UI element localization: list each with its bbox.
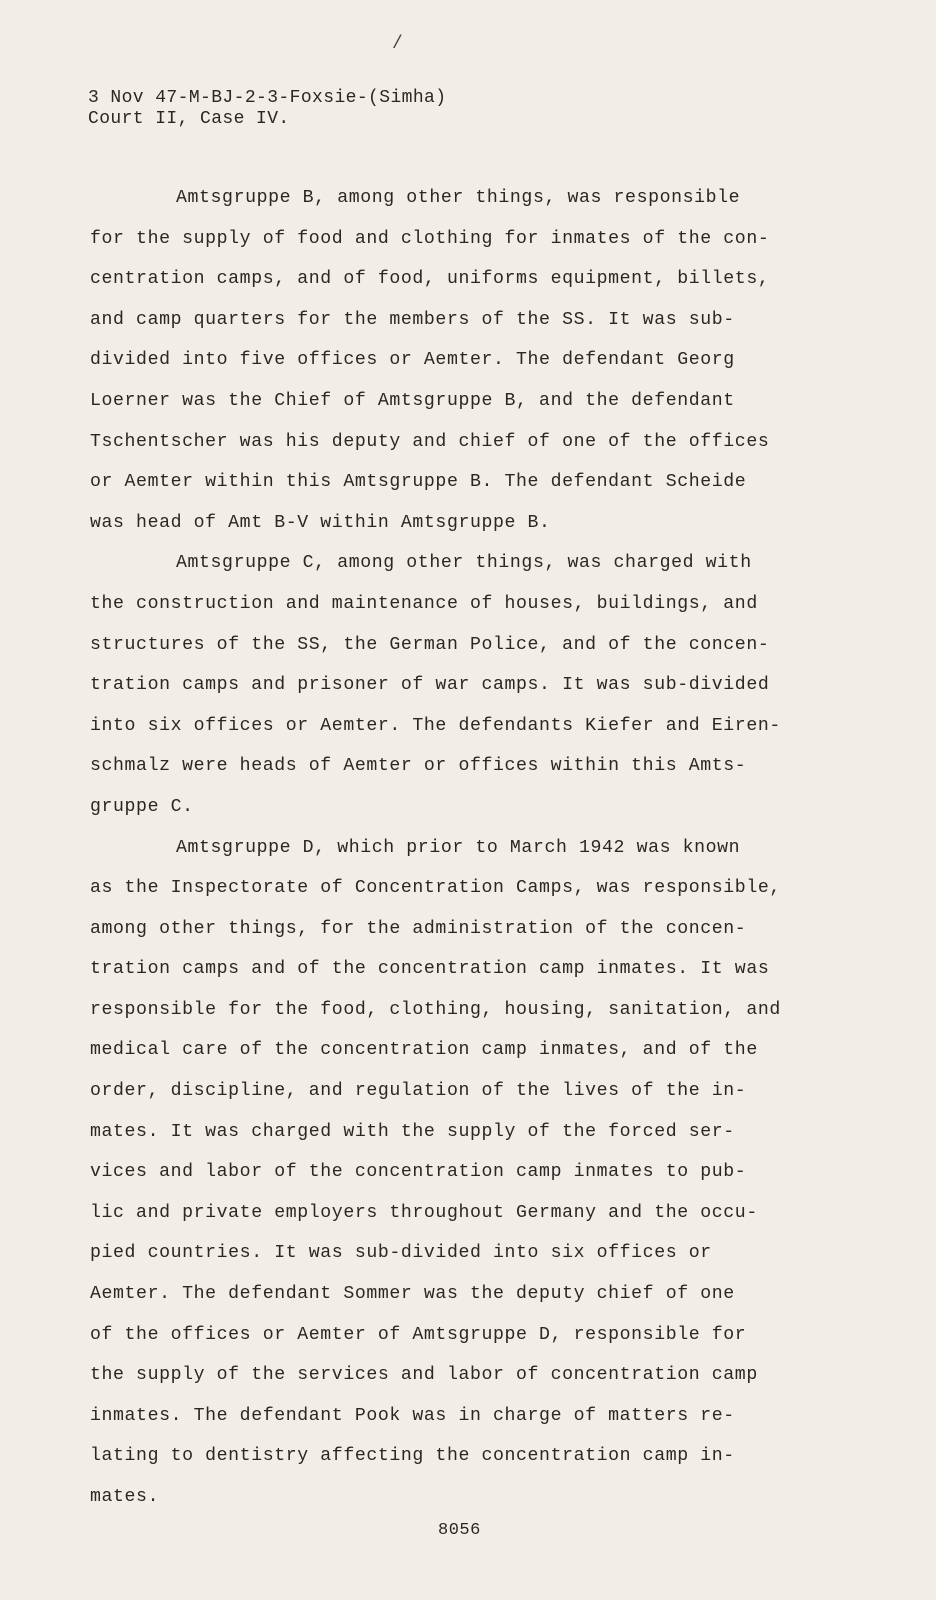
paragraph-amtsgruppe-d (90, 828, 850, 1518)
text-line: for the supply of food and clothing for inmates of the con- (90, 228, 770, 249)
paragraph-amtsgruppe-b (90, 178, 850, 543)
text-line: as the Inspectorate of Concentration Camps, was responsible, (90, 878, 781, 899)
text-line: among other things, for the administration of the concen- (90, 918, 747, 939)
pencil-mark: / (392, 34, 403, 54)
text-line: or Aemter within this Amtsgruppe B. The defendant Scheide (90, 472, 747, 493)
text-line: of the offices or Aemter of Amtsgruppe D, responsible for (90, 1324, 747, 1345)
text-line: Tschentscher was his deputy and chief of one of the offices (90, 431, 770, 452)
text-line: inmates. The defendant Pook was in charge of matters re- (90, 1405, 735, 1426)
text-line: was head of Amt B-V within Amtsgruppe B. (90, 512, 551, 533)
text-line: centration camps, and of food, uniforms equipment, billets, (90, 269, 770, 290)
text-line: the supply of the services and labor of concentration camp (90, 1365, 758, 1386)
text-line: divided into five offices or Aemter. The defendant Georg (90, 350, 735, 371)
text-line: lating to dentistry affecting the concentration camp in- (90, 1446, 735, 1467)
text-line: mates. It was charged with the supply of the forced ser- (90, 1121, 735, 1142)
text-line: Amtsgruppe B, among other things, was responsible (176, 188, 741, 208)
text-line: vices and labor of the concentration camp inmates to pub- (90, 1162, 747, 1183)
header-line-1: 3 Nov 47-M-BJ-2-3-Foxsie-(Simha) (88, 88, 447, 108)
text-line: responsible for the food, clothing, housing, sanitation, and (90, 999, 781, 1020)
text-line: structures of the SS, the German Police, and of the concen- (90, 634, 770, 655)
text-line: gruppe C. (90, 796, 194, 817)
document-body (90, 178, 850, 1518)
header-line-2: Court II, Case IV. (88, 109, 290, 129)
text-line: lic and private employers throughout Germany and the occu- (90, 1202, 758, 1223)
text-line: medical care of the concentration camp inmates, and of the (90, 1040, 758, 1061)
text-line: into six offices or Aemter. The defendants Kiefer and Eiren- (90, 715, 781, 736)
text-line: Amtsgruppe D, which prior to March 1942 was known (176, 837, 741, 858)
text-line: and camp quarters for the members of the SS. It was sub- (90, 309, 735, 330)
text-line: pied countries. It was sub-divided into six offices or (90, 1243, 712, 1264)
text-line: Aemter. The defendant Sommer was the deputy chief of one (90, 1284, 735, 1305)
page-number: 8056 (438, 1521, 481, 1540)
text-line: mates. (90, 1487, 160, 1507)
text-line: Amtsgruppe C, among other things, was charged with (176, 553, 752, 574)
text-line: tration camps and prisoner of war camps. It was sub-divided (90, 675, 770, 696)
text-line: order, discipline, and regulation of the lives of the in- (90, 1081, 747, 1102)
text-line: the construction and maintenance of houses, buildings, and (90, 593, 758, 614)
text-line: schmalz were heads of Aemter or offices within this Amts- (90, 756, 747, 777)
text-line: tration camps and of the concentration camp inmates. It was (90, 959, 770, 980)
paragraph-amtsgruppe-c (90, 543, 850, 827)
text-line: Loerner was the Chief of Amtsgruppe B, and the defendant (90, 390, 735, 411)
document-header (88, 88, 446, 130)
